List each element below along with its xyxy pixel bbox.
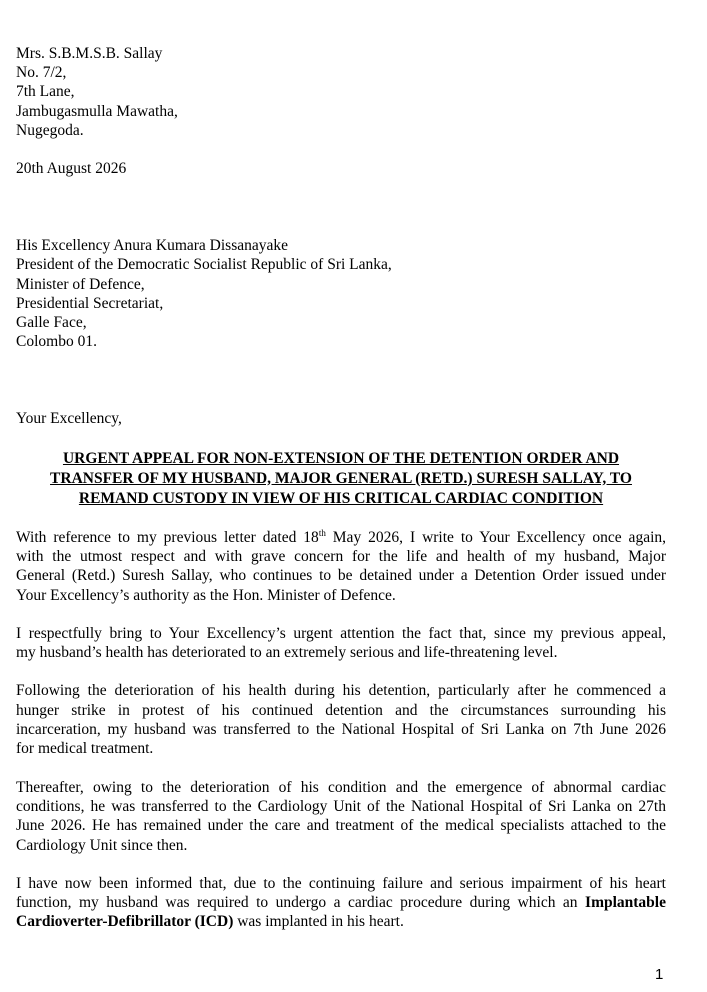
letter-page xyxy=(16,44,666,932)
para4-line: Thereafter, owing to the deterioration of his condition and the emergence of abnormal cardiac xyxy=(16,778,666,796)
recipient-line: President of the Democratic Socialist Republic of Sri Lanka, xyxy=(16,256,392,274)
sender-address-line: Nugegoda. xyxy=(16,121,84,139)
sender-address-line: Jambugasmulla Mawatha, xyxy=(16,102,178,120)
subject-line: URGENT APPEAL FOR NON-EXTENSION OF THE DETENTION ORDER AND xyxy=(62,449,620,467)
recipient-line: Colombo 01. xyxy=(16,333,97,351)
subject-line: TRANSFER OF MY HUSBAND, MAJOR GENERAL (RETD.) SURESH SALLAY, TO xyxy=(50,469,632,487)
para2-line: I respectfully bring to Your Excellency’s urgent attention the fact that, since my previous appeal, xyxy=(16,624,666,642)
body-paragraph-3 xyxy=(16,681,666,758)
para1-text: With reference to my previous letter dated 18 xyxy=(16,528,319,546)
recipient-line: Presidential Secretariat, xyxy=(16,294,164,312)
body-paragraph-5 xyxy=(16,874,666,932)
sender-address xyxy=(16,44,666,140)
para4-line: Cardiology Unit since then. xyxy=(16,836,188,854)
page-number: 1 xyxy=(655,966,664,983)
para3-line: hunger strike in protest of his continued detention and the circumstances surrounding his xyxy=(16,701,666,719)
sender-name: Mrs. S.B.M.S.B. Sallay xyxy=(16,45,163,62)
para3-line: Following the deterioration of his health during his detention, particularly after he commenced a xyxy=(16,682,666,700)
recipient-line: Galle Face, xyxy=(16,314,87,332)
letter-date: 20th August 2026 xyxy=(16,160,127,178)
para5-text: function, my husband was required to undergo a cardiac procedure during which an xyxy=(16,894,586,912)
para4-line: conditions, he was transferred to the Cardiology Unit of the National Hospital of Sri Lanka on 27th xyxy=(16,797,666,815)
para3-line: for medical treatment. xyxy=(16,740,154,758)
para1-line: with the utmost respect and with grave concern for the life and health of my husband, Major xyxy=(16,547,666,565)
subject-heading xyxy=(16,449,666,509)
subject-line: REMAND CUSTODY IN VIEW OF HIS CRITICAL CARDIAC CONDITION xyxy=(78,489,604,507)
para3-line: incarceration, my husband was transferred to the National Hospital of Sri Lanka on 7th June 2026 xyxy=(16,721,666,739)
body-paragraph-1 xyxy=(16,528,666,605)
salutation: Your Excellency, xyxy=(16,410,122,428)
para5-text: was implanted in his heart. xyxy=(233,913,404,931)
recipient-line: Minister of Defence, xyxy=(16,275,145,293)
para1-line: General (Retd.) Suresh Sallay, who continues to be detained under a Detention Order issued under xyxy=(16,567,666,585)
date-ordinal: th xyxy=(318,527,326,538)
icd-term: Cardioverter-Defibrillator (ICD) xyxy=(16,913,234,931)
para1-text: May 2026, I write to Your Excellency once again, xyxy=(325,528,667,546)
sender-address-line: 7th Lane, xyxy=(16,83,75,101)
sender-address-line: No. 7/2, xyxy=(16,64,67,82)
para4-line: June 2026. He has remained under the care and treatment of the medical specialists attached to the xyxy=(16,817,666,835)
body-paragraph-2 xyxy=(16,624,666,663)
para1-line: Your Excellency’s authority as the Hon. Minister of Defence. xyxy=(16,586,396,604)
icd-term: Implantable xyxy=(585,894,666,912)
para5-line: I have now been informed that, due to the continuing failure and serious impairment of his heart xyxy=(16,874,666,892)
para2-line: my husband’s health has deteriorated to an extremely serious and life-threatening level. xyxy=(16,644,558,662)
recipient-line: His Excellency Anura Kumara Dissanayake xyxy=(16,237,289,255)
body-paragraph-4 xyxy=(16,778,666,855)
recipient-address xyxy=(16,236,666,351)
